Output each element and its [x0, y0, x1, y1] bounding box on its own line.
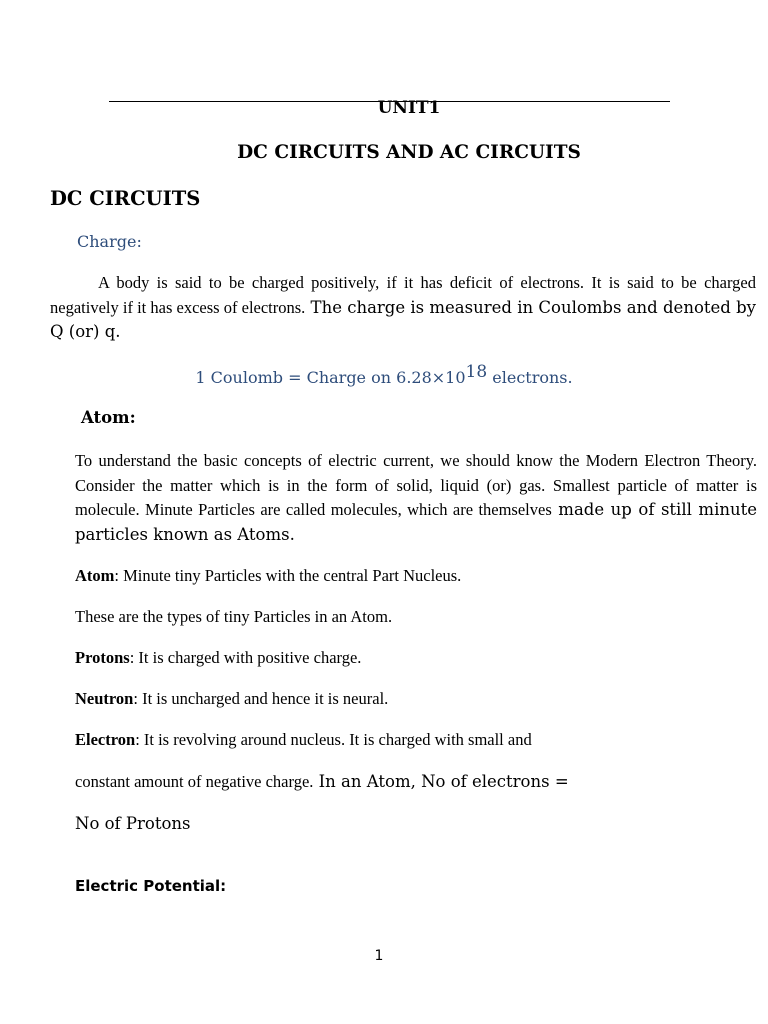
charge-paragraph [50, 271, 756, 345]
unit-heading: UNIT1 [377, 98, 441, 118]
coulomb-formula [0, 362, 768, 387]
protons-term: Protons [75, 648, 130, 667]
protons-equality-line: No of Protons [75, 814, 191, 833]
atom-paragraph-tail-text: made up of still minute particles known as Atoms. [75, 500, 757, 544]
particle-types-intro: These are the types of tiny Particles in an Atom. [75, 607, 393, 626]
charge-heading: Charge: [77, 232, 142, 251]
protons-definition [75, 648, 361, 668]
atom-heading: Atom: [81, 408, 136, 427]
neutron-definition [75, 689, 388, 709]
atom-definition [75, 566, 461, 586]
electric-potential-heading: Electric Potential: [75, 877, 227, 895]
coulomb-formula-tail: electrons. [487, 368, 573, 387]
electron-cont-text: constant amount of negative charge. [75, 772, 314, 791]
atom-definition-term: Atom [75, 566, 115, 585]
atom-paragraph-text: To understand the basic concepts of electric current, we should know the Modern Electron Theory. Consider the matter which is in the form of solid, liquid (or) gas. Smallest particle of matter is molecule. Minute Particles are called molecules, which are themselves [75, 451, 757, 519]
coulomb-formula-main: 1 Coulomb = Charge on 6.28×10 [195, 368, 466, 387]
neutron-text: : It is uncharged and hence it is neural. [133, 689, 389, 708]
electron-definition [75, 730, 532, 750]
atom-definition-text: : Minute tiny Particles with the central Part Nucleus. [114, 566, 462, 585]
charge-paragraph-text: A body is said to be charged positively, if it has deficit of electrons. It is said to be charged negatively if it has excess of electrons. [50, 273, 756, 317]
charge-paragraph-measure-text: The charge is measured in Coulombs and denoted by Q (or) q. [50, 297, 756, 341]
page-number: 1 [374, 948, 384, 964]
protons-text: : It is charged with positive charge. [129, 648, 362, 667]
section-heading-dc-circuits: DC CIRCUITS [50, 187, 201, 210]
page-title: DC CIRCUITS AND AC CIRCUITS [237, 142, 581, 163]
electron-text: : It is revolving around nucleus. It is charged with small and [135, 730, 532, 749]
coulomb-formula-exponent: 18 [465, 362, 488, 382]
neutron-term: Neutron [75, 689, 134, 708]
electron-equality-text: In an Atom, No of electrons = [313, 772, 569, 791]
atom-paragraph [75, 449, 757, 547]
electron-term: Electron [75, 730, 136, 749]
electron-definition-continued [75, 772, 569, 792]
